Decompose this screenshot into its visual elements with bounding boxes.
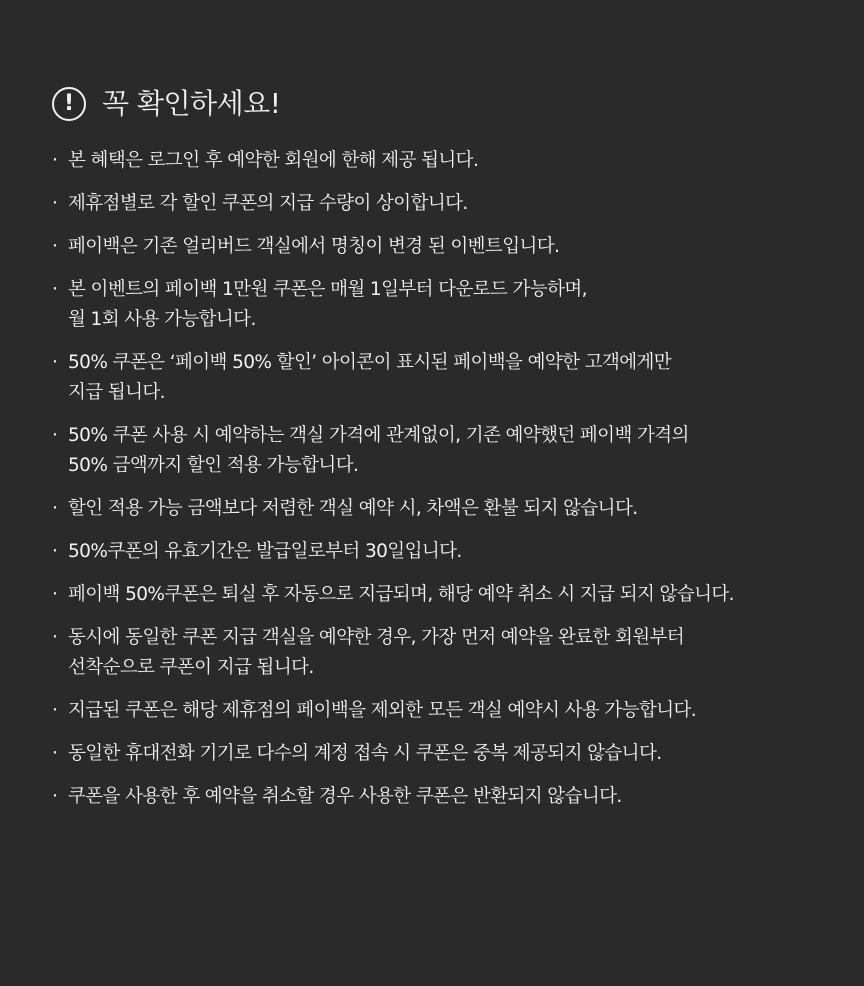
notice-item (52, 623, 824, 683)
notice-text: 지급된 쿠폰은 해당 제휴점의 페이백을 제외한 모든 객실 예약시 사용 가능합니다. (68, 700, 697, 721)
bullet-icon: · (52, 743, 58, 764)
notice-text: 동일한 휴대전화 기기로 다수의 계정 접속 시 쿠폰은 중복 제공되지 않습니다. (68, 743, 662, 764)
notice-text: 50% 쿠폰 사용 시 예약하는 객실 가격에 관계없이, 기존 예약했던 페이백 가격의 50% 금액까지 할인 적용 가능합니다. (68, 425, 689, 476)
notice-text: 할인 적용 가능 금액보다 저렴한 객실 예약 시, 차액은 환불 되지 않습니다. (68, 498, 638, 519)
bullet-icon: · (52, 425, 58, 446)
notice-header (52, 84, 824, 124)
bullet-icon: · (52, 193, 58, 214)
notice-item (52, 580, 824, 610)
notice-text: 페이백은 기존 얼리버드 객실에서 명칭이 변경 된 이벤트입니다. (68, 236, 560, 257)
bullet-icon: · (52, 498, 58, 519)
notice-item (52, 696, 824, 726)
notice-item (52, 739, 824, 769)
notice-item (52, 421, 824, 481)
notice-item (52, 146, 824, 176)
bullet-icon: · (52, 150, 58, 171)
notice-item (52, 189, 824, 219)
bullet-icon: · (52, 627, 58, 648)
notice-text: 쿠폰을 사용한 후 예약을 취소할 경우 사용한 쿠폰은 반환되지 않습니다. (68, 786, 622, 807)
notice-item (52, 782, 824, 812)
notice-text: 페이백 50%쿠폰은 퇴실 후 자동으로 지급되며, 해당 예약 취소 시 지급 되지 않습니다. (68, 584, 734, 605)
notice-text: 동시에 동일한 쿠폰 지급 객실을 예약한 경우, 가장 먼저 예약을 완료한 회원부터 선착순으로 쿠폰이 지급 됩니다. (68, 627, 685, 678)
notice-text: 본 이벤트의 페이백 1만원 쿠폰은 매월 1일부터 다운로드 가능하며, 월 1회 사용 가능합니다. (68, 279, 587, 330)
bullet-icon: · (52, 352, 58, 373)
exclamation-circle-icon: ! (52, 87, 86, 121)
notice-title: 꼭 확인하세요! (102, 87, 281, 120)
bullet-icon: · (52, 700, 58, 721)
notice-item (52, 494, 824, 524)
notice-text: 50% 쿠폰은 ‘페이백 50% 할인’ 아이콘이 표시된 페이백을 예약한 고객에게만 지급 됩니다. (68, 352, 672, 403)
bullet-icon: · (52, 541, 58, 562)
notice-list (52, 146, 824, 812)
notice-item (52, 232, 824, 262)
bullet-icon: · (52, 236, 58, 257)
bullet-icon: · (52, 786, 58, 807)
notice-item (52, 537, 824, 567)
bullet-icon: · (52, 584, 58, 605)
notice-text: 제휴점별로 각 할인 쿠폰의 지급 수량이 상이합니다. (68, 193, 468, 214)
notice-text: 50%쿠폰의 유효기간은 발급일로부터 30일입니다. (68, 541, 462, 562)
bullet-icon: · (52, 279, 58, 300)
notice-item (52, 348, 824, 408)
notice-text: 본 혜택은 로그인 후 예약한 회원에 한해 제공 됩니다. (68, 150, 479, 171)
notice-item (52, 275, 824, 335)
